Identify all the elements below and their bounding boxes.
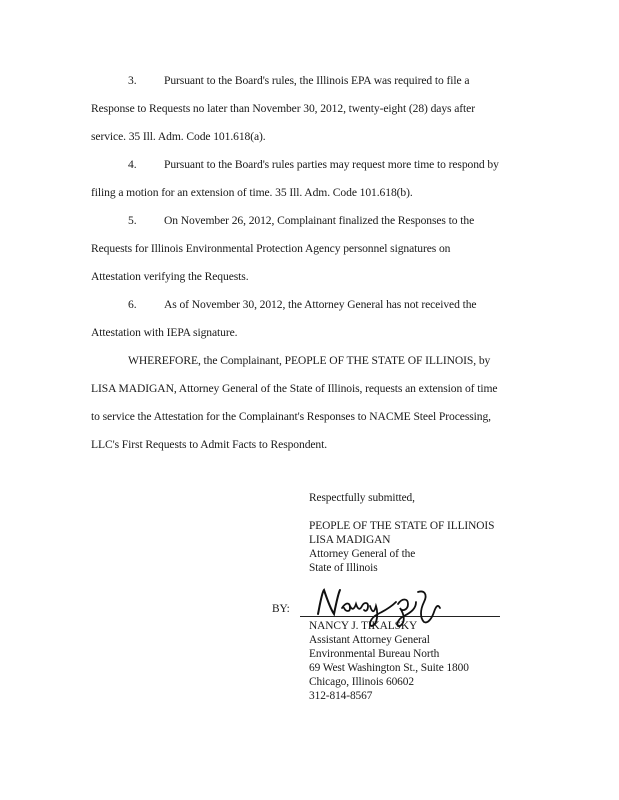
paragraph-line: Pursuant to the Board's rules, the Illinois EPA was required to file a [164,74,470,87]
paragraph-line: Attestation with IEPA signature. [91,326,238,339]
signatory-address-street: 69 West Washington St., Suite 1800 [309,662,469,674]
wherefore-line: to service the Attestation for the Complainant's Responses to NACME Steel Processing, [91,410,491,423]
attorney-general-name: LISA MADIGAN [309,534,391,546]
signatory-title: Assistant Attorney General [309,634,430,646]
paragraph-line: filing a motion for an extension of time. 35 Ill. Adm. Code 101.618(b). [91,186,413,199]
attorney-general-title: Attorney General of the [309,548,416,560]
signatory-address-city: Chicago, Illinois 60602 [309,676,414,688]
signatory-bureau: Environmental Bureau North [309,648,440,660]
wherefore-line: LLC's First Requests to Admit Facts to Respondent. [91,438,328,451]
party-name: PEOPLE OF THE STATE OF ILLINOIS [309,520,495,532]
signatory-phone: 312-814-8567 [309,690,373,702]
attorney-general-title-state: State of Illinois [309,562,378,574]
paragraph-line: Requests for Illinois Environmental Protection Agency personnel signatures on [91,242,451,255]
respectfully-submitted: Respectfully submitted, [309,492,415,504]
by-label: BY: [272,603,290,615]
paragraph-number: 5. [128,214,137,227]
paragraph-number: 4. [128,158,137,171]
wherefore-line: LISA MADIGAN, Attorney General of the State of Illinois, requests an extension of time [91,382,498,395]
wherefore-line: WHEREFORE, the Complainant, PEOPLE OF THE STATE OF ILLINOIS, by [128,354,491,367]
paragraph-line: As of November 30, 2012, the Attorney General has not received the [164,298,477,311]
paragraph-number: 3. [128,74,137,87]
paragraph-line: Response to Requests no later than November 30, 2012, twenty-eight (28) days after [91,102,475,115]
paragraph-line: Pursuant to the Board's rules parties may request more time to respond by [164,158,499,171]
paragraph-number: 6. [128,298,137,311]
paragraph-line: service. 35 Ill. Adm. Code 101.618(a). [91,130,266,143]
signatory-name: NANCY J. TIKALSKY [309,620,418,632]
paragraph-line: On November 26, 2012, Complainant finalized the Responses to the [164,214,475,227]
paragraph-line: Attestation verifying the Requests. [91,270,249,283]
